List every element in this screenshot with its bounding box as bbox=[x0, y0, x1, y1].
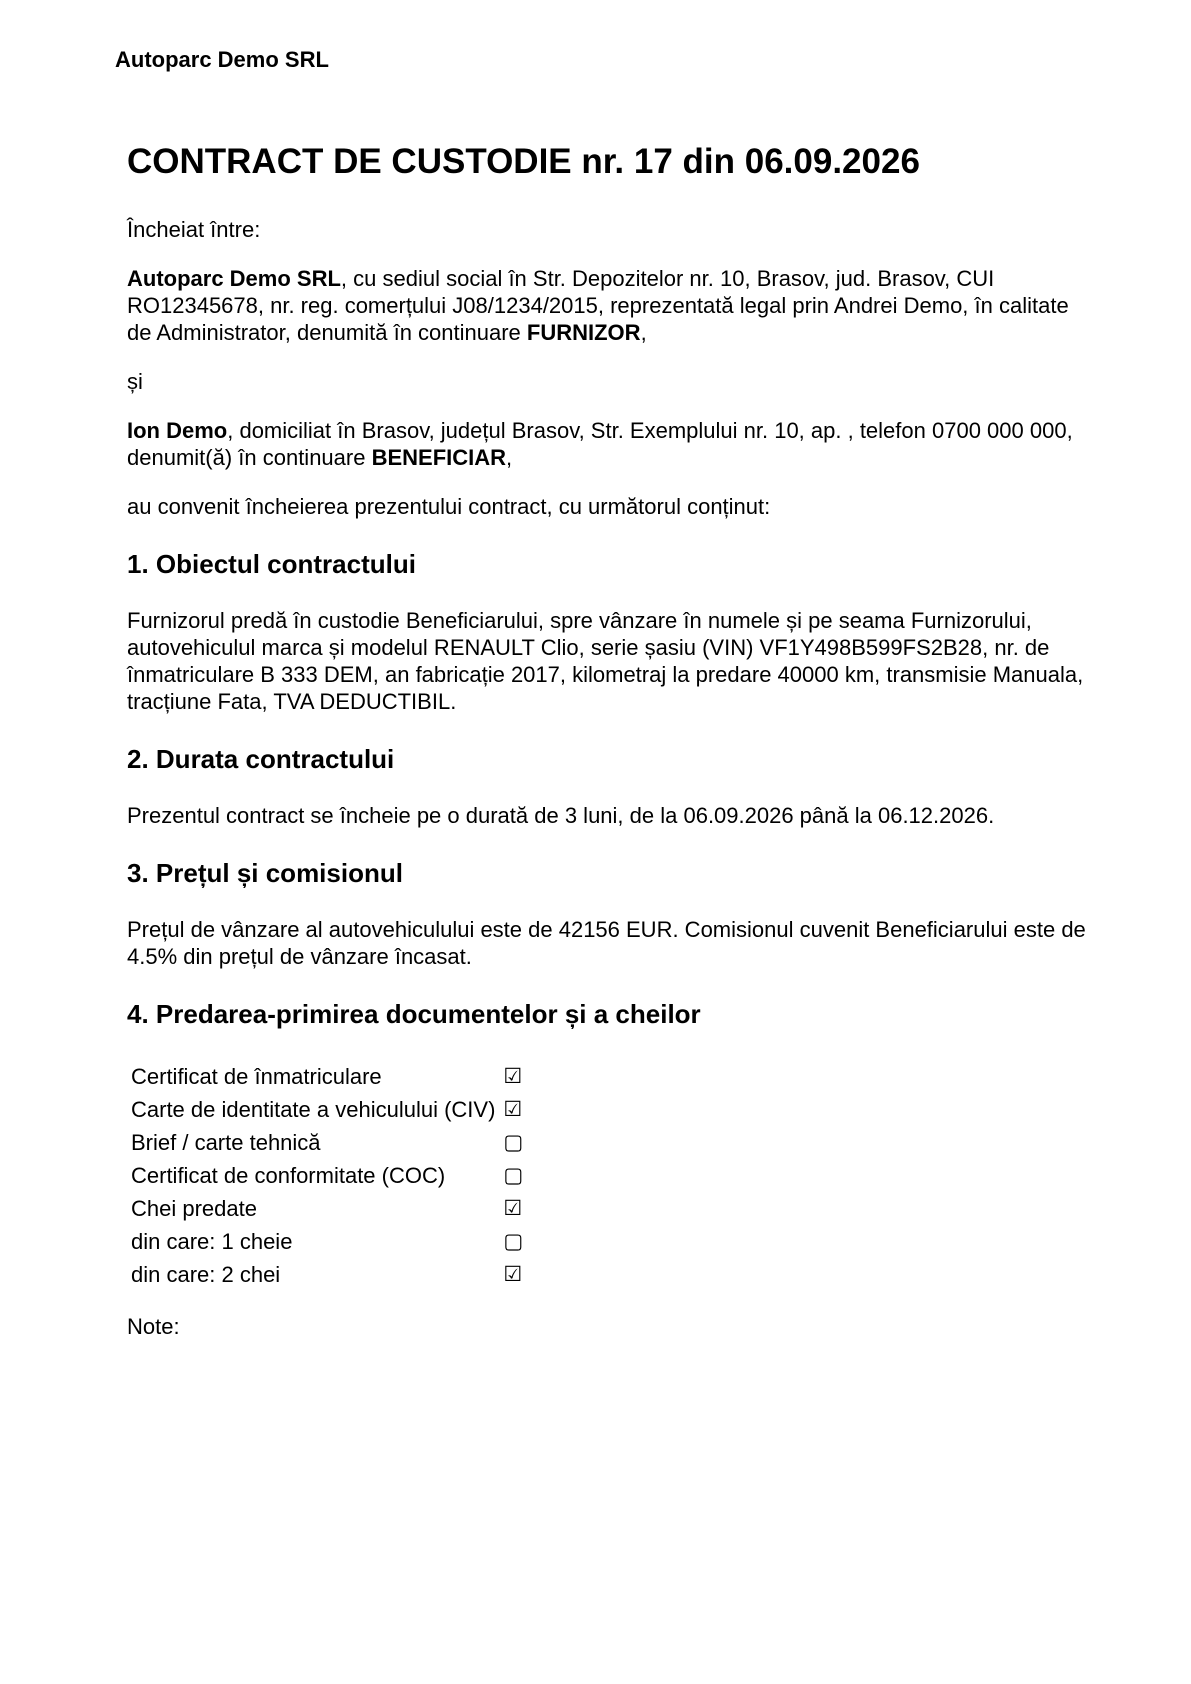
checklist-label: din care: 2 chei bbox=[131, 1262, 281, 1287]
party-beneficiar bbox=[127, 417, 1087, 471]
checklist-label: Brief / carte tehnică bbox=[131, 1130, 321, 1155]
checklist-label: Chei predate bbox=[131, 1196, 257, 1221]
section-3-text: Prețul de vânzare al autovehiculului este de 42156 EUR. Comisionul cuvenit Beneficiarului este de 4.5% din prețul de vânzare încasat. bbox=[127, 917, 1086, 969]
agreement-text: au convenit încheierea prezentului contract, cu următorul conținut: bbox=[127, 494, 771, 519]
beneficiar-name: Ion Demo bbox=[127, 418, 228, 443]
contract-title: CONTRACT DE CUSTODIE nr. 17 din 06.09.2026 bbox=[127, 142, 920, 181]
contract-body bbox=[127, 138, 1087, 1362]
furnizor-end: , bbox=[640, 320, 647, 345]
section-1-text: Furnizorul predă în custodie Beneficiarului, spre vânzare în numele și pe seama Furnizorului, autovehiculul marca și modelul RENAULT Clio, serie șasiu (VIN) VF1Y498B599FS2B28, nr. de înmatriculare B 333 DEM, an fabricație 2017, kilometraj la predare 40000 km, transmisie Manuala, tracțiune Fata, TVA DEDUCTIBIL. bbox=[127, 608, 1084, 714]
checklist-row bbox=[127, 1126, 527, 1159]
checklist-row bbox=[127, 1093, 527, 1126]
checklist-row bbox=[127, 1060, 527, 1093]
checkbox-icon: ▢ bbox=[503, 1163, 524, 1187]
furnizor-name: Autoparc Demo SRL bbox=[127, 266, 341, 291]
party-furnizor bbox=[127, 265, 1087, 346]
checklist-row bbox=[127, 1258, 527, 1291]
checklist-label: Certificat de înmatriculare bbox=[131, 1064, 382, 1089]
checkbox-icon: ☑ bbox=[503, 1262, 523, 1286]
checkbox-icon: ☑ bbox=[503, 1064, 523, 1088]
beneficiar-end: , bbox=[506, 445, 513, 470]
furnizor-details: , cu sediul social în Str. Depozitelor nr. 10, Brasov, jud. Brasov, CUI RO12345678, nr. reg. comerțului J08/1234/2015, reprezentată legal prin Andrei Demo, în calitate de Administrator, denumită în continuare bbox=[127, 266, 1069, 345]
intro-text: Încheiat între: bbox=[127, 217, 261, 242]
conjunction: și bbox=[127, 369, 143, 394]
section-3-heading: 3. Prețul și comisionul bbox=[127, 858, 403, 888]
checklist-row bbox=[127, 1225, 527, 1258]
beneficiar-role: BENEFICIAR bbox=[371, 445, 507, 470]
checklist-row bbox=[127, 1159, 527, 1192]
documents-checklist bbox=[127, 1060, 527, 1291]
checkbox-icon: ▢ bbox=[503, 1130, 524, 1154]
company-header: Autoparc Demo SRL bbox=[115, 47, 329, 72]
checkbox-icon: ▢ bbox=[503, 1229, 524, 1253]
note-label: Note: bbox=[127, 1314, 180, 1339]
section-2-text: Prezentul contract se încheie pe o durată de 3 luni, de la 06.09.2026 până la 06.12.2026. bbox=[127, 803, 995, 828]
furnizor-role: FURNIZOR bbox=[526, 320, 641, 345]
section-1-heading: 1. Obiectul contractului bbox=[127, 549, 416, 579]
checklist-row bbox=[127, 1192, 527, 1225]
checklist-label: din care: 1 cheie bbox=[131, 1229, 293, 1254]
section-2-heading: 2. Durata contractului bbox=[127, 744, 395, 774]
section-4-heading: 4. Predarea-primirea documentelor și a cheilor bbox=[127, 999, 701, 1029]
checklist-label: Certificat de conformitate (COC) bbox=[131, 1163, 446, 1188]
checkbox-icon: ☑ bbox=[503, 1097, 523, 1121]
checklist-label: Carte de identitate a vehiculului (CIV) bbox=[131, 1097, 496, 1122]
checkbox-icon: ☑ bbox=[503, 1196, 523, 1220]
beneficiar-details: , domiciliat în Brasov, județul Brasov, Str. Exemplului nr. 10, ap. , telefon 0700 000 000, denumit(ă) în continuare bbox=[127, 418, 1073, 470]
